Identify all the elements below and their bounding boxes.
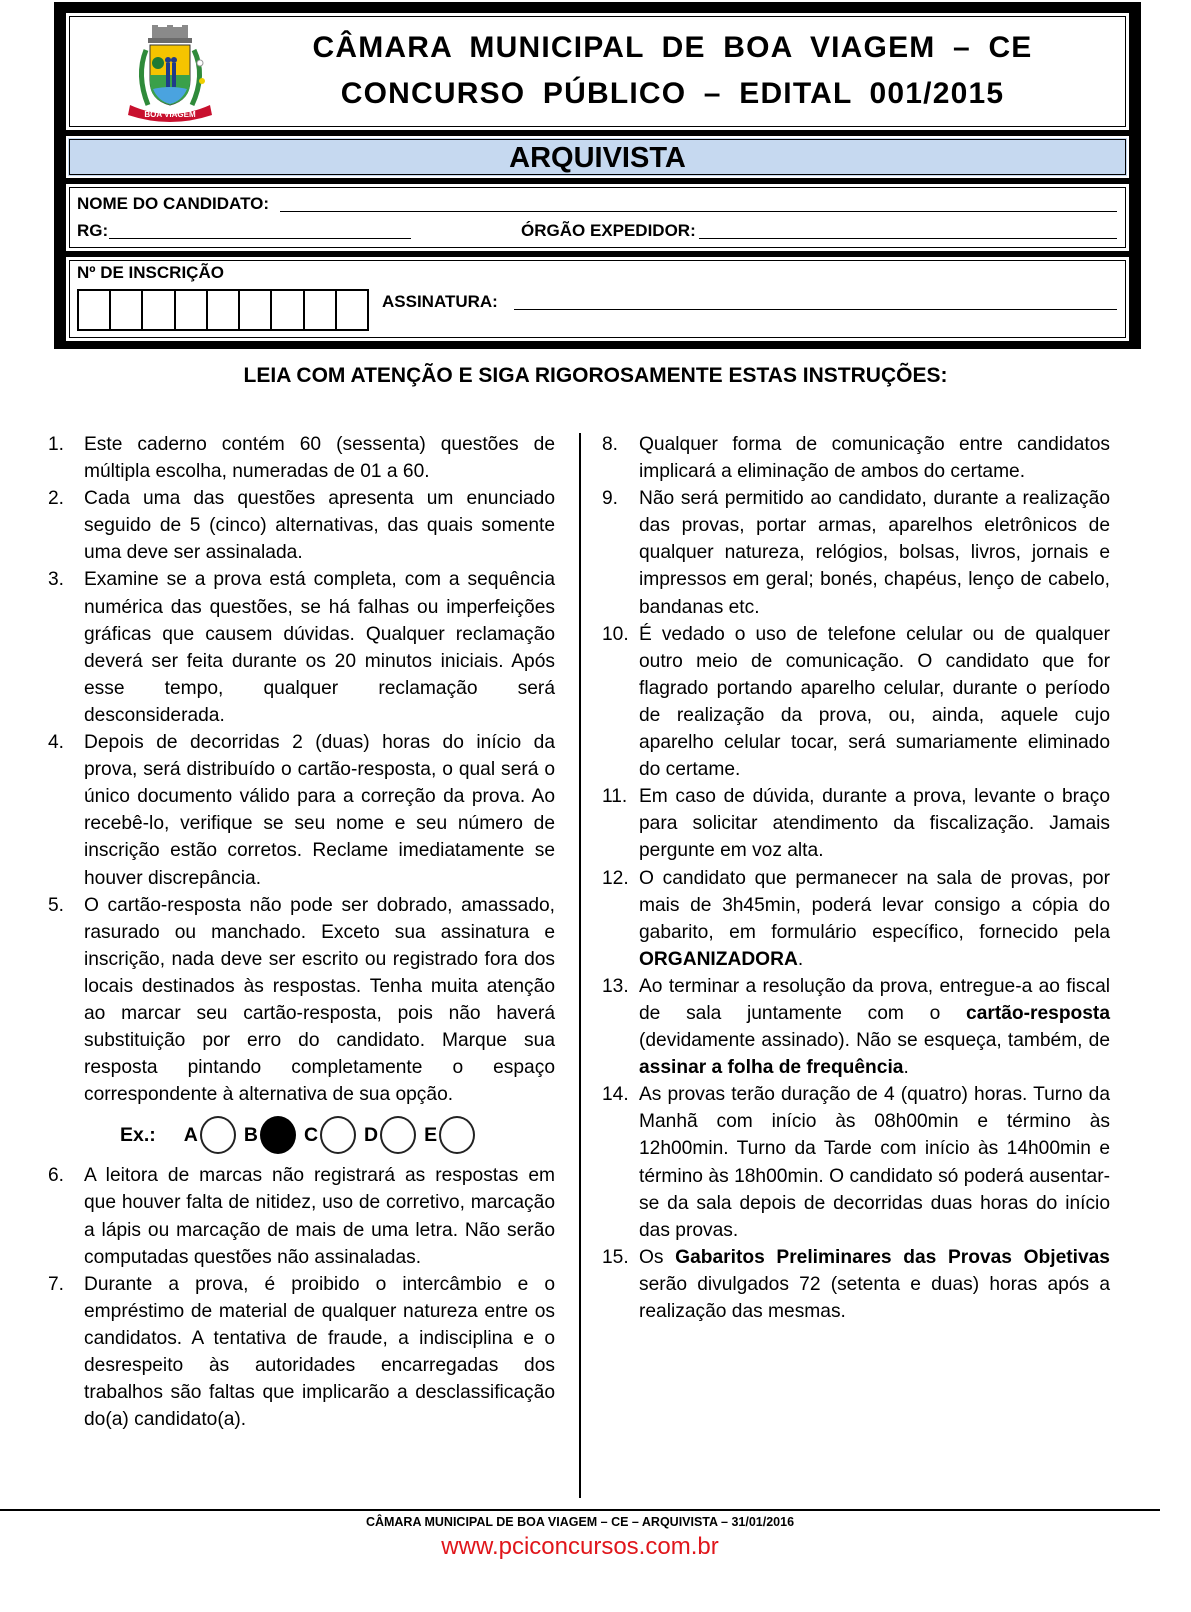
instruction-item [48, 1271, 555, 1434]
instruction-item [48, 431, 555, 485]
instruction-text [639, 973, 1110, 1081]
registration-digit-cell[interactable] [111, 291, 143, 329]
instruction-number: 1. [48, 434, 65, 455]
instruction-text: A leitora de marcas não registrará as respostas em que houver falta de nitidez, uso de corretivo, marcação a lápis ou marcação de mais de uma letra. Não serão computadas questões não assinaladas. [84, 1165, 555, 1268]
instruction-text: As provas terão duração de 4 (quatro) horas. Turno da Manhã com início às 08h00min e término às 12h00min. Turno da Tarde com início às 14h00min e término às 18h00min. O candidato só poderá ausentar-se da sala depois de decorridas duas horas do início das provas. [639, 1084, 1110, 1241]
instruction-text [639, 865, 1110, 973]
rg-label: RG: [77, 221, 109, 240]
text-segment: . [903, 1057, 909, 1079]
text-segment: O candidato que permanecer na sala de provas, por mais de 3h45min, poderá levar consigo a cópia do gabarito, em formulário específico, fornecido pela [639, 867, 1110, 943]
candidate-info-box [66, 184, 1129, 251]
option-letter: E [424, 1123, 438, 1146]
instruction-text: Examine se a prova está completa, com a sequência numérica das questões, se há falhas ou imperfeições gráficas que causem dúvidas. Qualquer reclamação deverá ser feita durante os 20 minutos iniciais. Após esse tempo, qualquer reclamação será desconsiderada. [84, 569, 555, 726]
registration-label: Nº DE INSCRIÇÃO [77, 263, 224, 282]
instruction-item [48, 1162, 555, 1270]
instruction-number: 7. [48, 1273, 65, 1295]
column-divider [579, 433, 581, 1498]
source-website-link[interactable]: www.pciconcursos.com.br [441, 1533, 719, 1560]
registration-digit-cell[interactable] [208, 291, 240, 329]
instruction-item [48, 566, 555, 729]
registration-digit-cell[interactable] [79, 291, 111, 329]
instruction-number: 15. [602, 1246, 629, 1268]
exam-header-frame [54, 2, 1141, 349]
svg-text:BOA VIAGEM: BOA VIAGEM [144, 110, 196, 119]
instruction-number: 11. [602, 786, 628, 808]
instruction-text: Não será permitido ao candidato, durante a realização das provas, portar armas, aparelhos eletrônicos de qualquer natureza, relógios, bolsas, livros, jornais e impressos em geral; bonés, chapéus, lenço de cabelo, bandanas etc. [639, 488, 1110, 618]
filled-bubble-icon [260, 1116, 296, 1154]
instructions-heading: LEIA COM ATENÇÃO E SIGA RIGOROSAMENTE ESTAS INSTRUÇÕES: [243, 364, 948, 387]
emphasis-preliminary-answers: Gabaritos Preliminares das Provas Objetivas [675, 1246, 1110, 1268]
instruction-text: Durante a prova, é proibido o intercâmbio e o empréstimo de material de qualquer natureza entre os candidatos. A tentativa de fraude, a indisciplina e o desrespeito às autoridades encarregadas dos trabalhos são faltas que implicarão a desclassificação do(a) candidato(a). [84, 1273, 555, 1431]
instruction-number: 2. [48, 488, 65, 510]
option-letter: C [303, 1123, 319, 1146]
instruction-number: 5. [48, 894, 65, 916]
instruction-item [48, 485, 555, 566]
example-option-c [304, 1116, 356, 1154]
issuer-field[interactable] [699, 238, 1117, 239]
candidate-name-label: NOME DO CANDIDATO: [77, 194, 270, 213]
instruction-text: Depois de decorridas 2 (duas) horas do início da prova, será distribuído o cartão-resposta, o qual será o único documento válido para a correção da prova. Ao recebê-lo, verifique se seu nome e seu número de inscrição estão corretos. Reclame imediatamente se houver discrepância. [84, 732, 555, 889]
instruction-text [639, 1244, 1110, 1325]
instruction-number: 6. [48, 1165, 65, 1187]
instructions-right-column [602, 431, 1110, 1325]
option-letter: D [364, 1123, 379, 1146]
registration-digit-cell[interactable] [305, 291, 337, 329]
registration-digit-cell[interactable] [143, 291, 175, 329]
exam-header-inner [61, 9, 1134, 342]
instruction-number: 4. [48, 732, 65, 754]
registration-digit-cell[interactable] [240, 291, 272, 329]
option-letter: B [243, 1123, 258, 1146]
example-option-a [184, 1116, 236, 1154]
role-box [66, 136, 1129, 178]
contest-title: CONCURSO PÚBLICO – EDITAL 001/2015 [340, 77, 1005, 110]
instruction-number: 8. [602, 434, 619, 455]
text-segment: (devidamente assinado). Não se esqueça, também, de [639, 1030, 1110, 1052]
instruction-number: 12. [602, 867, 629, 889]
candidate-name-field[interactable] [280, 211, 1117, 212]
instruction-item [602, 485, 1110, 620]
registration-number-grid [77, 289, 369, 331]
text-segment: Ao terminar a resolução da prova, entregue-a ao fiscal de sala juntamente com o [639, 975, 1110, 1024]
title-box [66, 13, 1129, 130]
instruction-item [602, 973, 1110, 1081]
instruction-text: Este caderno contém 60 (sessenta) questões de múltipla escolha, numeradas de 01 a 60. [84, 434, 555, 483]
footer-caption: CÂMARA MUNICIPAL DE BOA VIAGEM – CE – ARQUIVISTA – 31/01/2016 [365, 1515, 795, 1529]
instruction-number: 14. [602, 1084, 629, 1106]
text-segment: serão divulgados 72 (setenta e duas) horas após a realização das mesmas. [639, 1273, 1110, 1322]
instruction-item [602, 865, 1110, 973]
registration-box [66, 257, 1129, 341]
instruction-number: 9. [602, 488, 619, 510]
answer-marking-example [48, 1108, 555, 1162]
instruction-item [602, 1081, 1110, 1244]
instruction-item [48, 729, 555, 892]
instruction-text: Cada uma das questões apresenta um enunciado seguido de 5 (cinco) alternativas, das quais somente uma deve ser assinalada. [84, 488, 555, 564]
instruction-text: Qualquer forma de comunicação entre candidatos implicará a eliminação de ambos do certame. [639, 434, 1110, 483]
empty-bubble-icon [200, 1116, 236, 1154]
institution-title: CÂMARA MUNICIPAL DE BOA VIAGEM – CE [312, 31, 1033, 64]
instruction-text: O cartão-resposta não pode ser dobrado, amassado, rasurado ou manchado. Exceto sua assinatura e inscrição, nada deve ser escrito ou registrado fora dos locais destinados às respostas. Tenha muita atenção ao marcar seu cartão-resposta, pois não haverá substituição por erro do candidato. Marque sua resposta pintando completamente o espaço correspondente à alternativa de sua opção. [84, 894, 555, 1106]
instruction-item [602, 783, 1110, 864]
instruction-text: É vedado o uso de telefone celular ou de qualquer outro meio de comunicação. O candidato que for flagrado portando aparelho celular, durante o período de realização da prova, ou, ainda, aquele cujo aparelho celular tocar, será sumariamente eliminado do certame. [639, 623, 1110, 781]
instruction-number: 10. [602, 623, 629, 645]
example-option-b [244, 1116, 296, 1154]
emphasis-organizer: ORGANIZADORA [639, 948, 798, 970]
rg-field[interactable] [109, 238, 411, 239]
example-option-d [364, 1116, 416, 1154]
instruction-number: 3. [48, 569, 65, 591]
example-label: Ex.: [120, 1123, 156, 1146]
example-option-e [424, 1116, 475, 1154]
issuer-label: ÓRGÃO EXPEDIDOR: [521, 221, 696, 240]
instruction-item [602, 1244, 1110, 1325]
empty-bubble-icon [320, 1116, 356, 1154]
empty-bubble-icon [380, 1116, 416, 1154]
instruction-item [48, 892, 555, 1109]
option-letter: A [183, 1123, 198, 1146]
instruction-text: Em caso de dúvida, durante a prova, levante o braço para solicitar atendimento da fiscalização. Jamais pergunte em voz alta. [639, 786, 1110, 862]
municipal-crest-icon [120, 25, 220, 123]
instruction-number: 13. [602, 975, 629, 997]
instructions-left-column [48, 431, 555, 1433]
emphasis-answer-card: cartão-resposta [966, 1002, 1110, 1024]
emphasis-attendance-sheet: assinar a folha de frequência [639, 1057, 904, 1079]
exam-role-title: ARQUIVISTA [509, 142, 686, 174]
signature-label: ASSINATURA: [382, 292, 498, 311]
footer-divider [0, 1509, 1160, 1511]
registration-digit-cell[interactable] [337, 291, 367, 329]
text-segment: Os [639, 1246, 676, 1268]
empty-bubble-icon [439, 1116, 475, 1154]
registration-digit-cell[interactable] [176, 291, 208, 329]
text-segment: . [797, 948, 804, 970]
instruction-item [602, 431, 1110, 485]
registration-digit-cell[interactable] [272, 291, 304, 329]
signature-field[interactable] [514, 309, 1117, 310]
instruction-item [602, 621, 1110, 784]
